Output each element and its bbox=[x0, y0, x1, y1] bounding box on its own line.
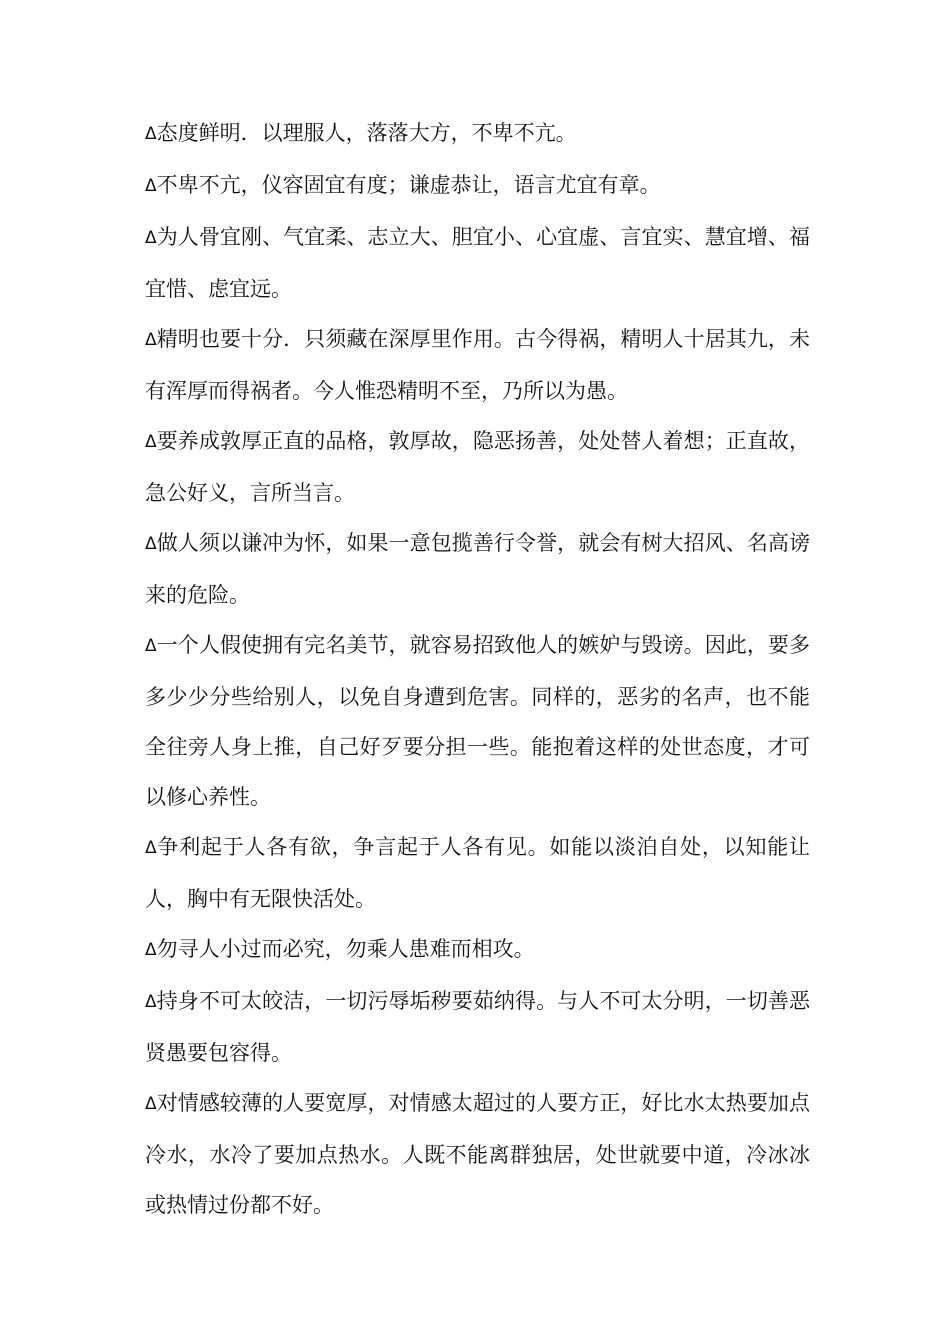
maxim-item bbox=[145, 518, 810, 620]
maxim-text: 要养成敦厚正直的品格，敦厚故，隐恶扬善，处处替人着想；正直故，急公好义，言所当言。 bbox=[145, 429, 810, 505]
triangle-bullet-icon: Δ bbox=[145, 1094, 157, 1114]
maxim-text: 精明也要十分．只须藏在深厚里作用。古今得祸，精明人十居其九，未有浑厚而得祸者。今人惟恐精明不至，乃所以为愚。 bbox=[145, 327, 810, 403]
triangle-bullet-icon: Δ bbox=[145, 228, 157, 248]
maxim-item bbox=[145, 976, 810, 1078]
triangle-bullet-icon: Δ bbox=[145, 636, 157, 656]
maxim-text: 为人骨宜刚、气宜柔、志立大、胆宜小、心宜虚、言宜实、慧宜增、福宜惜、虑宜远。 bbox=[145, 225, 810, 301]
maxim-item bbox=[145, 416, 810, 518]
triangle-bullet-icon: Δ bbox=[145, 176, 157, 196]
maxim-item bbox=[145, 160, 810, 212]
maxim-text: 一个人假使拥有完名美节，就容易招致他人的嫉妒与毁谤。因此，要多多少少分些给别人，以免自身遭到危害。同样的，恶劣的名声，也不能全往旁人身上推，自己好歹要分担一些。能抱着这样的处世态度，才可以修心养性。 bbox=[145, 633, 810, 809]
triangle-bullet-icon: Δ bbox=[145, 992, 157, 1012]
maxim-item bbox=[145, 924, 810, 976]
maxim-text: 持身不可太皎洁，一切污辱垢秽要茹纳得。与人不可太分明，一切善恶贤愚要包容得。 bbox=[145, 989, 810, 1065]
document-body bbox=[145, 108, 810, 1230]
triangle-bullet-icon: Δ bbox=[145, 432, 157, 452]
maxim-text: 做人须以谦冲为怀，如果一意包揽善行令誉，就会有树大招风、名高谤来的危险。 bbox=[145, 531, 810, 607]
triangle-bullet-icon: Δ bbox=[145, 940, 157, 960]
maxim-item bbox=[145, 822, 810, 924]
maxim-item bbox=[145, 1078, 810, 1230]
maxim-item bbox=[145, 620, 810, 822]
triangle-bullet-icon: Δ bbox=[145, 838, 157, 858]
triangle-bullet-icon: Δ bbox=[145, 124, 157, 144]
triangle-bullet-icon: Δ bbox=[145, 534, 157, 554]
maxim-item bbox=[145, 314, 810, 416]
maxim-item bbox=[145, 108, 810, 160]
maxim-text: 对情感较薄的人要宽厚，对情感太超过的人要方正，好比水太热要加点冷水，水冷了要加点热水。人既不能离群独居，处世就要中道，冷冰冰或热情过份都不好。 bbox=[145, 1091, 810, 1217]
triangle-bullet-icon: Δ bbox=[145, 330, 157, 350]
maxim-text: 态度鲜明．以理服人，落落大方，不卑不亢。 bbox=[156, 121, 577, 145]
maxim-text: 争利起于人各有欲，争言起于人各有见。如能以淡泊自处，以知能让人，胸中有无限快活处。 bbox=[145, 835, 810, 911]
maxim-text: 勿寻人小过而必究，勿乘人患难而相攻。 bbox=[156, 937, 535, 961]
maxim-item bbox=[145, 212, 810, 314]
maxim-text: 不卑不亢，仪容固宜有度；谦虚恭让，语言尤宜有章。 bbox=[156, 173, 661, 197]
